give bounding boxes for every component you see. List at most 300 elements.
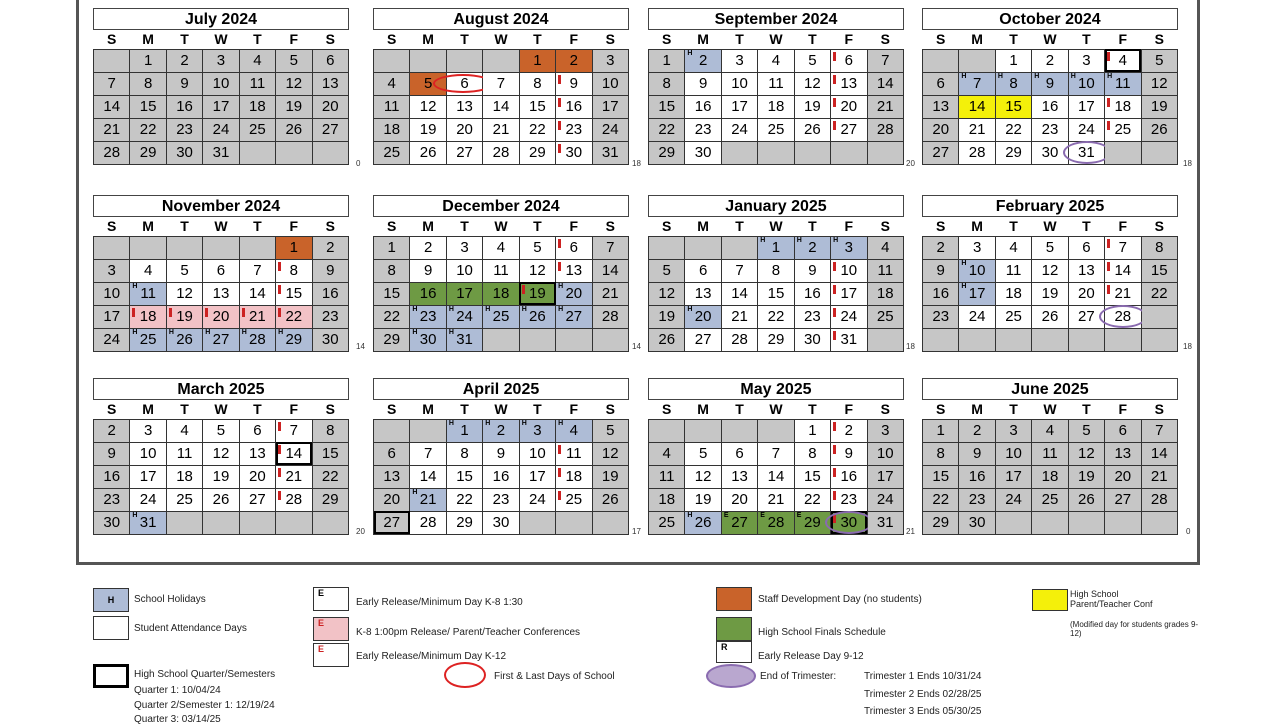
day-cell	[519, 118, 555, 141]
day-number: 16	[694, 98, 712, 115]
day-number: 6	[460, 75, 469, 92]
day-of-week-header: F	[844, 31, 854, 48]
day-of-week-header: S	[605, 31, 615, 48]
day-cell	[483, 95, 519, 118]
day-number: 8	[808, 445, 817, 462]
day-number: 29	[383, 331, 401, 348]
legend-early-912-label: Early Release Day 9-12	[758, 651, 864, 662]
day-cell	[483, 236, 519, 259]
month-title: August 2024	[373, 8, 629, 30]
day-number: 19	[694, 491, 712, 508]
day-number: 16	[804, 285, 821, 302]
day-of-week-header: T	[253, 218, 262, 235]
day-cell	[203, 465, 239, 488]
month-grid	[93, 30, 349, 165]
day-cell	[410, 282, 446, 305]
day-cell	[995, 419, 1031, 442]
legend-k8-swatch: E	[313, 617, 349, 641]
day-of-week-header: W	[1043, 218, 1057, 235]
day-number: 6	[1118, 422, 1127, 439]
day-cell	[1105, 49, 1141, 72]
day-cell	[592, 328, 628, 351]
day-cell	[1141, 95, 1177, 118]
day-cell	[758, 442, 794, 465]
day-number: 27	[840, 121, 858, 138]
day-cell	[649, 419, 685, 442]
day-number: 5	[1082, 422, 1091, 439]
day-number: 14	[419, 468, 437, 485]
day-cell	[758, 419, 794, 442]
day-cell	[649, 511, 685, 534]
day-number: 28	[103, 144, 121, 161]
day-number: 25	[492, 308, 510, 325]
day-number: 12	[1150, 75, 1168, 92]
day-cell	[867, 465, 903, 488]
day-number: 12	[658, 285, 676, 302]
month-calendar	[373, 195, 629, 363]
day-cell	[276, 419, 312, 442]
day-cell	[203, 118, 239, 141]
day-number: 8	[936, 445, 945, 462]
legend-early-912-swatch: R	[716, 641, 752, 663]
day-cell	[867, 282, 903, 305]
day-cell	[758, 282, 794, 305]
day-cell	[721, 49, 757, 72]
day-cell	[959, 236, 995, 259]
day-number: 7	[972, 75, 982, 92]
day-cell	[374, 328, 410, 351]
legend-q1: Quarter 1: 10/04/24	[134, 685, 221, 696]
day-cell	[130, 488, 166, 511]
day-number: 20	[456, 121, 473, 138]
day-cell	[1032, 236, 1068, 259]
day-number: 25	[1041, 491, 1059, 508]
day-of-week-header: S	[1154, 218, 1164, 235]
day-cell	[959, 419, 995, 442]
day-number: 5	[1155, 52, 1164, 69]
day-cell	[794, 465, 830, 488]
day-number: 26	[529, 308, 546, 325]
day-cell	[959, 141, 995, 164]
day-of-week-header: W	[1043, 31, 1057, 48]
day-number: 14	[601, 262, 619, 279]
day-number: 16	[1041, 98, 1059, 115]
day-number: 13	[731, 468, 748, 485]
day-cell	[446, 488, 482, 511]
day-cell	[721, 118, 757, 141]
attendance-day-count: 18	[1183, 159, 1192, 168]
day-cell	[374, 49, 410, 72]
day-cell	[239, 259, 275, 282]
day-cell	[130, 419, 166, 442]
day-cell	[166, 511, 202, 534]
day-marker: E	[723, 511, 729, 519]
day-cell	[1068, 328, 1104, 351]
day-number: 26	[601, 491, 619, 508]
day-of-week-header: M	[697, 218, 709, 235]
day-cell	[446, 72, 482, 95]
day-cell	[867, 442, 903, 465]
day-cell	[312, 488, 348, 511]
day-cell	[483, 72, 519, 95]
day-cell	[867, 118, 903, 141]
day-cell	[446, 305, 482, 328]
day-cell	[1032, 488, 1068, 511]
day-number: 21	[876, 98, 894, 115]
day-number: 10	[212, 75, 230, 92]
day-of-week-header: F	[844, 218, 854, 235]
day-cell	[166, 95, 202, 118]
day-number: 11	[1042, 445, 1058, 462]
day-marker: H	[205, 328, 211, 336]
day-cell	[1032, 305, 1068, 328]
day-number: 15	[139, 98, 157, 115]
day-cell	[374, 118, 410, 141]
day-number: 6	[844, 52, 853, 69]
day-number: 4	[1118, 52, 1127, 69]
day-of-week-header: F	[569, 218, 579, 235]
day-cell	[276, 259, 312, 282]
day-cell	[1068, 419, 1104, 442]
day-number: 28	[249, 331, 266, 348]
day-number: 16	[565, 98, 583, 115]
day-cell	[483, 419, 519, 442]
day-number: 22	[932, 491, 950, 508]
day-number: 18	[1114, 98, 1132, 115]
month-title: December 2024	[373, 195, 629, 217]
day-of-week-header: F	[569, 31, 579, 48]
day-of-week-header: S	[107, 401, 117, 418]
day-number: 26	[285, 121, 303, 138]
day-number: 18	[249, 98, 266, 115]
day-number: 3	[606, 52, 615, 69]
legend-k8-label: K-8 1:00pm Release/ Parent/Teacher Conferences	[356, 627, 581, 638]
day-number: 23	[840, 491, 858, 508]
day-cell	[1141, 282, 1177, 305]
day-number: 16	[321, 285, 339, 302]
first-last-day-icon	[444, 662, 486, 688]
day-cell	[995, 442, 1031, 465]
day-number: 4	[1045, 422, 1055, 439]
day-number: 22	[658, 121, 676, 138]
day-cell	[758, 49, 794, 72]
day-number: 8	[326, 422, 335, 439]
day-number: 3	[533, 422, 542, 439]
day-cell	[867, 72, 903, 95]
day-cell	[203, 282, 239, 305]
day-of-week-header: T	[1009, 401, 1018, 418]
day-of-week-header: S	[325, 218, 335, 235]
day-number: 27	[321, 121, 339, 138]
day-of-week-header: W	[769, 218, 783, 235]
day-of-week-header: S	[662, 31, 672, 48]
day-cell	[203, 95, 239, 118]
day-cell	[923, 49, 959, 72]
day-number: 11	[1005, 262, 1022, 279]
attendance-day-count: 18	[1183, 342, 1192, 351]
day-number: 24	[968, 308, 986, 325]
day-marker: H	[448, 328, 454, 336]
day-of-week-header: W	[769, 401, 783, 418]
day-number: 16	[176, 98, 193, 115]
day-cell	[721, 442, 757, 465]
day-number: 25	[383, 144, 401, 161]
day-cell	[483, 141, 519, 164]
legend-t3: Trimester 3 Ends 05/30/25	[864, 706, 982, 717]
legend-first-last-label: First & Last Days of School	[494, 671, 615, 682]
day-cell	[410, 465, 446, 488]
day-cell	[923, 95, 959, 118]
day-cell	[1141, 118, 1177, 141]
day-of-week-header: F	[844, 401, 854, 418]
day-number: 19	[601, 468, 619, 485]
day-cell	[1105, 95, 1141, 118]
day-number: 10	[601, 75, 619, 92]
day-cell	[867, 328, 903, 351]
day-cell	[867, 488, 903, 511]
day-cell	[410, 488, 446, 511]
day-number: 2	[844, 422, 853, 439]
day-number: 20	[932, 121, 950, 138]
day-number: 9	[107, 445, 116, 462]
day-number: 6	[735, 445, 744, 462]
day-cell	[276, 305, 312, 328]
day-number: 17	[601, 98, 619, 115]
day-number: 10	[876, 445, 894, 462]
day-number: 5	[533, 239, 542, 256]
day-number: 10	[139, 445, 157, 462]
attendance-day-count: 20	[356, 527, 365, 536]
day-of-week-header: T	[533, 31, 542, 48]
day-cell	[1141, 442, 1177, 465]
day-cell	[446, 442, 482, 465]
day-number: 28	[285, 491, 303, 508]
day-number: 28	[731, 331, 748, 348]
day-number: 14	[968, 98, 986, 115]
day-number: 15	[658, 98, 676, 115]
day-cell	[867, 511, 903, 534]
day-cell	[519, 236, 555, 259]
day-cell	[794, 259, 830, 282]
day-cell	[312, 95, 348, 118]
day-cell	[519, 141, 555, 164]
day-cell	[995, 72, 1031, 95]
day-number: 19	[212, 468, 230, 485]
day-cell	[721, 305, 757, 328]
day-cell	[166, 305, 202, 328]
day-number: 31	[139, 514, 157, 531]
day-cell	[130, 305, 166, 328]
day-number: 25	[565, 491, 583, 508]
day-cell	[94, 118, 130, 141]
day-number: 25	[176, 491, 193, 508]
day-number: 30	[968, 514, 986, 531]
day-number: 27	[731, 514, 748, 531]
day-number: 31	[601, 144, 619, 161]
day-number: 18	[492, 285, 510, 302]
day-cell	[1141, 49, 1177, 72]
day-number: 24	[840, 308, 858, 325]
day-number: 19	[529, 285, 546, 302]
day-number: 4	[496, 239, 506, 256]
day-cell	[1105, 305, 1141, 328]
day-cell	[239, 511, 275, 534]
day-marker: H	[132, 282, 138, 290]
legend-early-label: Early Release/Minimum Day K-8 1:30	[356, 597, 523, 608]
day-of-week-header: M	[971, 401, 983, 418]
day-number: 13	[249, 445, 266, 462]
month-grid	[373, 400, 629, 535]
day-number: 15	[285, 285, 303, 302]
day-number: 5	[423, 75, 433, 92]
day-number: 27	[694, 331, 712, 348]
day-cell	[831, 419, 867, 442]
day-number: 21	[968, 121, 986, 138]
day-marker: H	[412, 328, 418, 336]
day-number: 3	[143, 422, 153, 439]
day-number: 22	[285, 308, 303, 325]
day-cell	[649, 95, 685, 118]
month-grid	[93, 400, 349, 535]
day-number: 20	[1114, 468, 1132, 485]
day-number: 28	[601, 308, 619, 325]
day-cell	[446, 49, 482, 72]
day-cell	[1105, 328, 1141, 351]
day-number: 11	[566, 445, 582, 462]
day-marker: H	[558, 419, 564, 427]
day-number: 2	[326, 239, 335, 256]
day-marker: H	[833, 236, 839, 244]
day-cell	[556, 328, 592, 351]
day-number: 15	[804, 468, 821, 485]
day-number: 26	[694, 514, 712, 531]
day-number: 27	[456, 144, 473, 161]
day-marker: H	[485, 419, 491, 427]
day-cell	[592, 49, 628, 72]
day-number: 3	[460, 239, 469, 256]
month-calendar	[648, 8, 904, 176]
day-cell	[519, 328, 555, 351]
day-of-week-header: T	[735, 31, 744, 48]
day-cell	[203, 49, 239, 72]
day-cell	[556, 305, 592, 328]
day-of-week-header: W	[769, 31, 783, 48]
day-cell	[794, 282, 830, 305]
day-cell	[276, 72, 312, 95]
day-cell	[276, 49, 312, 72]
day-of-week-header: T	[1082, 401, 1091, 418]
day-of-week-header: S	[387, 218, 397, 235]
day-marker: H	[1034, 72, 1040, 80]
day-cell	[923, 141, 959, 164]
day-number: 23	[492, 491, 510, 508]
day-of-week-header: T	[253, 401, 262, 418]
day-cell	[995, 95, 1031, 118]
day-number: 18	[139, 308, 157, 325]
day-of-week-header: T	[180, 218, 189, 235]
day-of-week-header: F	[1118, 218, 1128, 235]
day-cell	[1068, 282, 1104, 305]
day-number: 6	[569, 239, 578, 256]
day-cell	[130, 95, 166, 118]
day-cell	[239, 72, 275, 95]
month-title: June 2025	[922, 378, 1178, 400]
day-number: 17	[968, 285, 986, 302]
day-number: 5	[216, 422, 226, 439]
day-cell	[94, 236, 130, 259]
day-cell	[758, 72, 794, 95]
day-cell	[995, 118, 1031, 141]
day-number: 2	[972, 422, 982, 439]
day-cell	[1141, 465, 1177, 488]
day-cell	[995, 328, 1031, 351]
day-number: 2	[569, 52, 578, 69]
day-cell	[1105, 236, 1141, 259]
day-number: 30	[103, 514, 121, 531]
month-calendar	[373, 378, 629, 546]
day-cell	[94, 305, 130, 328]
day-number: 29	[932, 514, 950, 531]
day-number: 8	[387, 262, 396, 279]
day-number: 14	[767, 468, 785, 485]
day-number: 4	[180, 422, 189, 439]
month-calendar	[648, 378, 904, 546]
day-number: 1	[143, 52, 153, 69]
day-cell	[959, 305, 995, 328]
day-number: 27	[565, 308, 583, 325]
day-number: 11	[383, 98, 400, 115]
day-number: 7	[771, 445, 781, 462]
legend-hs-conf-swatch	[1032, 589, 1068, 611]
day-of-week-header: T	[460, 401, 469, 418]
day-number: 19	[419, 121, 437, 138]
day-number: 8	[533, 75, 542, 92]
day-number: 23	[565, 121, 583, 138]
day-number: 2	[936, 239, 945, 256]
day-number: 1	[533, 52, 542, 69]
legend-finals-swatch	[716, 617, 752, 641]
day-cell	[94, 442, 130, 465]
day-number: 13	[565, 262, 583, 279]
day-number: 19	[804, 98, 821, 115]
day-number: 21	[1150, 468, 1168, 485]
day-cell	[649, 141, 685, 164]
day-number: 17	[139, 468, 157, 485]
day-number: 4	[143, 262, 153, 279]
day-number: 30	[1041, 144, 1059, 161]
day-cell	[685, 236, 721, 259]
legend-finals-label: High School Finals Schedule	[758, 627, 886, 638]
day-number: 11	[1115, 75, 1131, 92]
day-number: 31	[1078, 144, 1095, 161]
day-cell	[685, 141, 721, 164]
day-number: 10	[1005, 445, 1022, 462]
day-cell	[203, 72, 239, 95]
day-cell	[1141, 305, 1177, 328]
day-number: 12	[529, 262, 546, 279]
day-number: 12	[1078, 445, 1095, 462]
day-cell	[867, 95, 903, 118]
day-number: 26	[1150, 121, 1168, 138]
day-cell	[721, 511, 757, 534]
day-marker: H	[961, 72, 967, 80]
day-marker: H	[687, 511, 693, 519]
day-number: 29	[804, 514, 821, 531]
day-of-week-header: S	[936, 31, 946, 48]
day-number: 28	[1150, 491, 1168, 508]
day-of-week-header: W	[214, 31, 228, 48]
day-cell	[867, 49, 903, 72]
